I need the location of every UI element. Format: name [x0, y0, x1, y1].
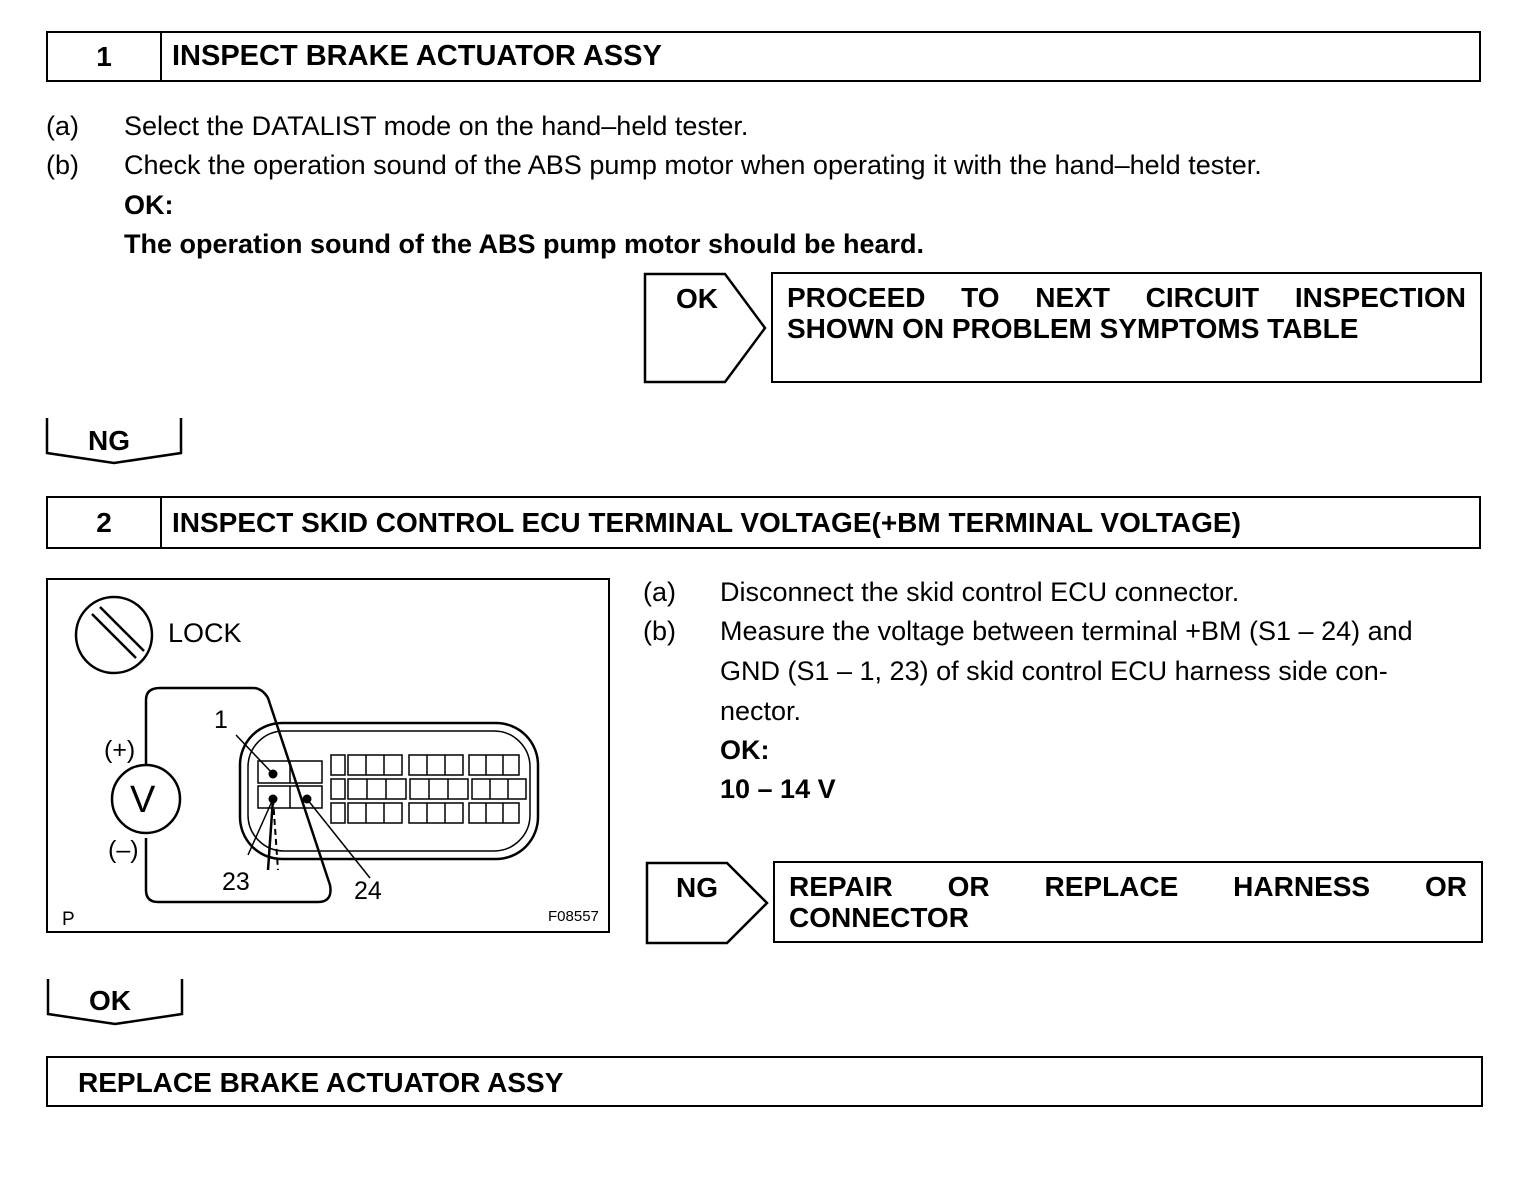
instruction-text: Check the operation sound of the ABS pump motor when operating it with the hand–held tester. — [124, 150, 1262, 180]
ok-tag-label: OK — [676, 283, 718, 314]
instruction-text: nector. — [720, 696, 802, 726]
connector-diagram — [46, 578, 610, 933]
corner-label: P — [62, 909, 75, 930]
ok-tag-label: OK — [89, 985, 131, 1016]
ecu-connector-outline — [240, 723, 538, 859]
item-label: (b) — [643, 616, 676, 646]
step-title: INSPECT SKID CONTROL ECU TERMINAL VOLTAGE(+BM TERMINAL VOLTAGE) — [172, 506, 1241, 538]
instruction-text: Measure the voltage between terminal +BM (S1 – 24) and — [720, 616, 1413, 646]
item-label: (a) — [643, 577, 676, 607]
step-2-header — [46, 496, 1481, 549]
final-action-text: REPLACE BRAKE ACTUATOR ASSY — [78, 1067, 564, 1098]
result-line: SHOWN ON PROBLEM SYMPTOMS TABLE — [787, 313, 1359, 344]
ok-label: OK: — [720, 735, 770, 765]
ok-criterion: 10 – 14 V — [720, 774, 836, 804]
item-label: (b) — [46, 150, 79, 180]
result-line: PROCEED TO NEXT CIRCUIT INSPECTION — [787, 282, 1466, 313]
pin-24-label: 24 — [354, 877, 382, 905]
lock-label: LOCK — [168, 618, 242, 648]
ng-tag-label: NG — [676, 872, 718, 903]
instruction-text: Disconnect the skid control ECU connector. — [720, 577, 1240, 607]
figure-code: F08557 — [548, 908, 599, 925]
result-box-repair — [773, 861, 1483, 943]
ng-tag-label: NG — [88, 425, 130, 456]
instruction-text: GND (S1 – 1, 23) of skid control ECU harness side con- — [720, 656, 1388, 686]
pin-23-label: 23 — [222, 868, 250, 896]
item-label: (a) — [46, 111, 79, 141]
ok-criterion: The operation sound of the ABS pump motor should be heard. — [124, 229, 924, 259]
result-line: CONNECTOR — [789, 902, 969, 933]
instruction-text: Select the DATALIST mode on the hand–held tester. — [124, 111, 749, 141]
step-number: 2 — [48, 498, 162, 547]
step-1-header — [46, 31, 1481, 82]
ok-label: OK: — [124, 190, 174, 220]
final-action-box — [46, 1056, 1483, 1107]
step-number: 1 — [48, 33, 162, 80]
result-box-proceed — [771, 272, 1482, 383]
result-line: REPAIR OR REPLACE HARNESS OR — [789, 871, 1467, 902]
voltmeter-symbol: V — [130, 779, 156, 821]
minus-label: (–) — [108, 836, 139, 864]
plus-label: (+) — [104, 736, 136, 764]
pin-1-label: 1 — [214, 706, 228, 734]
step-title: INSPECT BRAKE ACTUATOR ASSY — [172, 40, 662, 72]
